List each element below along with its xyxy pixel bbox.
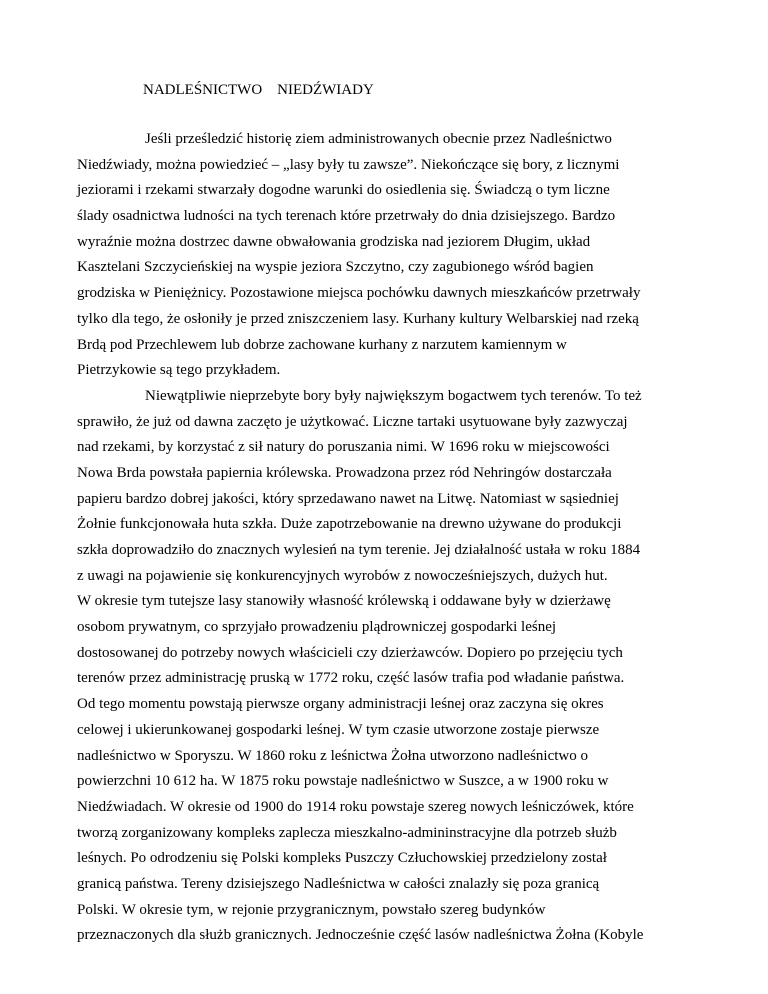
text-line: osobom prywatnym, co sprzyjało prowadzeniu plądrowniczej gospodarki leśnej: [77, 619, 557, 636]
text-line: Nowa Brda powstała papiernia królewska. Prowadzona przez ród Nehringów dostarczała: [77, 464, 612, 481]
text-line: grodziska w Pieniężnicy. Pozostawione miejsca pochówku dawnych mieszkańców przetrwały: [77, 285, 641, 302]
text-line: Żołnie funkcjonowała huta szkła. Duże zapotrzebowanie na drewno używane do produkcji: [77, 516, 622, 533]
document-body: [77, 127, 717, 949]
text-line: tylko dla tego, że osłoniły je przed zniszczeniem lasy. Kurhany kultury Welbarskiej nad rzeką: [77, 310, 639, 327]
text-line: Jeśli prześledzić historię ziem administrowanych obecnie przez Nadleśnictwo: [145, 131, 612, 147]
text-line: Pietrzykowie są tego przykładem.: [77, 362, 281, 379]
text-line: nadleśnictwo w Sporyszu. W 1860 roku z leśnictwa Żołna utworzono nadleśnictwo o: [77, 747, 589, 764]
text-line: Brdą pod Przechlewem lub dobrze zachowane kurhany z narzutem kamiennym w: [77, 336, 567, 353]
text-line: sprawiło, że już od dawna zaczęto je użytkować. Liczne tartaki usytuowane były zazwyczaj: [77, 413, 628, 430]
text-line: terenów przez administrację pruską w 1772 roku, część lasów trafia pod władanie państwa.: [77, 670, 625, 687]
text-line: z uwagi na pojawienie się konkurencyjnych wyrobów z nowocześniejszych, dużych hut.: [77, 567, 608, 584]
text-line: tworzą zorganizowany kompleks zaplecza mieszkalno-admininstracyjne dla potrzeb służb: [77, 824, 617, 841]
text-line: Niewątpliwie nieprzebyte bory były największym bogactwem tych terenów. To też: [145, 387, 642, 404]
text-line: jeziorami i rzekami stwarzały dogodne warunki do osiedlenia się. Świadczą o tym liczne: [77, 182, 610, 199]
text-line: ślady osadnictwa ludności na tych terenach które przetrwały do dnia dzisiejszego. Bardzo: [77, 208, 616, 225]
text-line: Od tego momentu powstają pierwsze organy administracji leśnej oraz zaczyna się okres: [77, 696, 604, 713]
text-line: granicą państwa. Tereny dzisiejszego Nadleśnictwa w całości znalazły się poza granicą: [77, 875, 600, 892]
text-line: leśnych. Po odrodzeniu się Polski kompleks Puszczy Człuchowskiej przedzielony został: [77, 850, 607, 867]
text-line: przeznaczonych dla służb granicznych. Jednocześnie część lasów nadleśnictwa Żołna (Kobyle: [77, 927, 644, 944]
text-line: papieru bardzo dobrej jakości, który sprzedawano nawet na Litwę. Natomiast w sąsiedniej: [77, 490, 619, 507]
text-line: powierzchni 10 612 ha. W 1875 roku powstaje nadleśnictwo w Suszce, a w 1900 roku w: [77, 773, 609, 790]
text-line: Niedźwiadach. W okresie od 1900 do 1914 roku powstaje szereg nowych leśniczówek, które: [77, 798, 634, 815]
text-line: Kasztelani Szczycieńskiej na wyspie jeziora Szczytno, czy zagubionego wśród bagien: [77, 259, 594, 276]
text-line: nad rzekami, by korzystać z sił natury do poruszania nimi. W 1696 roku w miejscowości: [77, 439, 610, 456]
text-line: wyraźnie można dostrzec dawne obwałowania grodziska nad jeziorem Długim, układ: [77, 233, 591, 250]
text-line: W okresie tym tutejsze lasy stanowiły własność królewską i oddawane były w dzierżawę: [77, 593, 611, 610]
text-line: Niedźwiady, można powiedzieć – „lasy były tu zawsze”. Niekończące się bory, z licznymi: [77, 156, 620, 173]
text-line: celowej i ukierunkowanej gospodarki leśnej. W tym czasie utworzone zostaje pierwsze: [77, 721, 600, 738]
document-title: NADLEŚNICTWO NIEDŹWIADY: [143, 82, 374, 98]
text-line: szkła doprowadziło do znacznych wylesień na tym terenie. Jej działalność ustała w roku 1884: [77, 542, 641, 558]
text-line: dostosowanej do potrzeby nowych właścicieli czy dzierżawców. Dopiero po przejęciu tych: [77, 644, 623, 661]
text-line: Polski. W okresie tym, w rejonie przygranicznym, powstało szereg budynków: [77, 901, 546, 918]
